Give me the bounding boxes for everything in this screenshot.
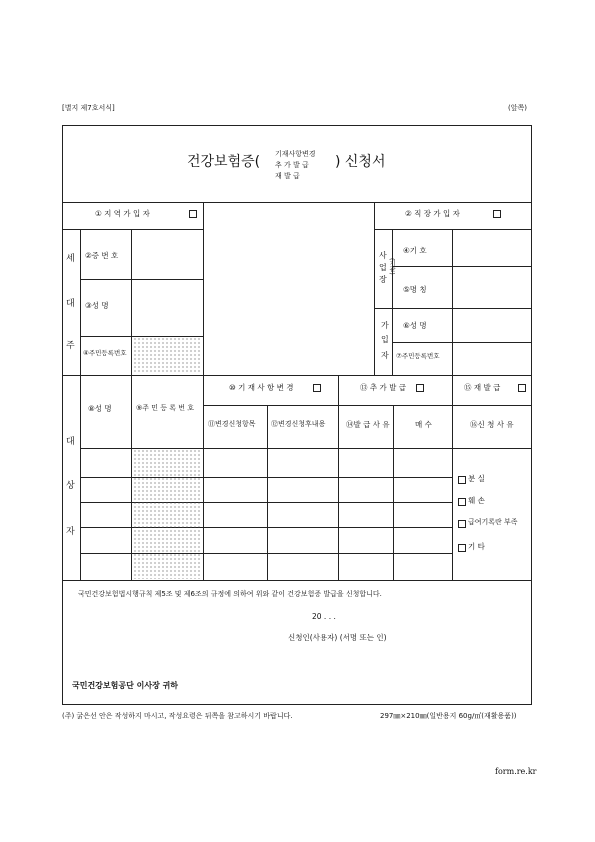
regional-checkbox[interactable] <box>189 210 197 218</box>
declaration-date: 20 . . . <box>312 612 336 621</box>
change-item-header: ⑪변경신청항목 <box>208 420 256 428</box>
add-checkbox[interactable] <box>416 384 424 392</box>
reason-damaged-checkbox[interactable] <box>458 498 466 506</box>
workplace-left-border <box>374 202 375 375</box>
title-option-change: 기재사항변경 <box>275 150 316 158</box>
regional-rrn-shaded-field <box>133 337 201 374</box>
title-right: ) 신청서 <box>335 154 386 170</box>
workplace-heading: ② 직 장 가 입 자 <box>405 209 460 218</box>
regional-label-divider <box>131 229 132 375</box>
regional-rrn-label: ④주민등록번호 <box>83 349 127 357</box>
regional-row-divider-1 <box>80 279 203 280</box>
regional-side-char-3: 주 <box>66 341 75 351</box>
change-heading: ⑩ 기 재 사 항 변 경 <box>229 383 294 392</box>
title-divider <box>62 202 532 203</box>
regional-right-border <box>203 202 204 375</box>
reissue-checkbox[interactable] <box>518 384 526 392</box>
title-left: 건강보험증( <box>187 154 261 170</box>
applicant-rrn-shaded-field <box>133 449 201 579</box>
workplace-row-divider-1 <box>392 266 532 267</box>
add-count-header: 매 수 <box>415 420 432 429</box>
regional-card-number-label: ②증 번 호 <box>85 251 119 260</box>
applicant-side-char-2: 상 <box>66 481 75 491</box>
workplace-company-name-label: ⑤명 칭 <box>403 285 427 294</box>
reason-benefit-record-label: 급여기록란 부족 <box>468 518 518 526</box>
workplace-heading-divider <box>374 229 532 230</box>
reason-other-checkbox[interactable] <box>458 544 466 552</box>
paper-spec: 297㎜×210㎜(일반용지 60g/㎡(재활용품)) <box>380 712 517 720</box>
applicant-name-header: ⑧성 명 <box>88 404 112 413</box>
declaration-text: 국민건강보험법시행규칙 제5조 및 제6조의 규정에 의하여 위와 같이 건강보험증 발급을 신청합니다. <box>78 590 382 598</box>
regional-name-label: ③성 명 <box>85 301 109 310</box>
regional-side-divider <box>80 229 81 375</box>
workplace-label-divider <box>452 229 453 375</box>
change-checkbox[interactable] <box>313 384 321 392</box>
applicant-rrn-header: ⑨주 민 등 록 번 호 <box>136 404 194 412</box>
change-content-header: ⑫변경신청후내용 <box>271 420 326 428</box>
site-watermark: form.re.kr <box>495 767 537 776</box>
add-reason-header: ⑭발 급 사 유 <box>346 420 390 429</box>
workplace-group-divider <box>374 308 532 309</box>
reason-damaged-label: 훼 손 <box>468 496 485 505</box>
applicant-signature-line: 신청인(사용자) (서명 또는 인) <box>288 633 387 642</box>
applicant-side-char-1: 대 <box>66 437 75 447</box>
workplace-group2-char-3: 자 <box>381 351 389 360</box>
workplace-group1-sub: (기관) <box>388 258 395 275</box>
workplace-row-divider-2 <box>392 342 532 343</box>
workplace-group1-char-1: 사 <box>379 251 387 260</box>
declaration-top-border <box>62 580 532 581</box>
applicant-side-char-3: 자 <box>66 527 75 537</box>
reason-lost-checkbox[interactable] <box>458 476 466 484</box>
reason-other-label: 기 타 <box>468 542 485 551</box>
header-row-divider-1 <box>203 405 532 406</box>
workplace-group2-char-2: 입 <box>381 335 389 344</box>
workplace-code-label: ④기 호 <box>403 246 427 255</box>
add-heading: ⑬ 추 가 발 급 <box>360 383 407 392</box>
regional-side-char-1: 세 <box>66 254 75 264</box>
workplace-group1-char-3: 장 <box>379 275 387 284</box>
regional-heading-divider <box>62 229 203 230</box>
workplace-name-label: ⑥성 명 <box>403 321 427 330</box>
form-number: [별지 제7호서식] <box>62 104 115 112</box>
workplace-side-divider <box>392 229 393 375</box>
workplace-group1-char-2: 업 <box>379 263 387 272</box>
regional-heading: ① 지 역 가 입 자 <box>95 209 150 218</box>
title-option-add: 추 가 발 급 <box>275 161 309 169</box>
title-option-reissue: 재 발 급 <box>275 172 300 180</box>
page-side-label: (앞쪽) <box>508 104 527 112</box>
section-divider <box>62 375 532 376</box>
workplace-checkbox[interactable] <box>493 210 501 218</box>
workplace-group2-char-1: 가 <box>381 321 389 330</box>
regional-side-char-2: 대 <box>66 299 75 309</box>
reissue-reason-header: ⑯신 청 사 유 <box>470 420 514 429</box>
reason-lost-label: 분 실 <box>468 474 485 483</box>
workplace-rrn-label: ⑦주민등록번호 <box>396 352 440 360</box>
reason-benefit-record-checkbox[interactable] <box>458 520 466 528</box>
footer-note: (주) 굵은선 안은 작성하지 마시고, 작성요령은 뒤쪽을 참고하시기 바랍니다. <box>62 712 293 720</box>
reissue-heading: ⑮ 재 발 급 <box>464 383 501 392</box>
addressee: 국민건강보험공단 이사장 귀하 <box>72 681 179 690</box>
